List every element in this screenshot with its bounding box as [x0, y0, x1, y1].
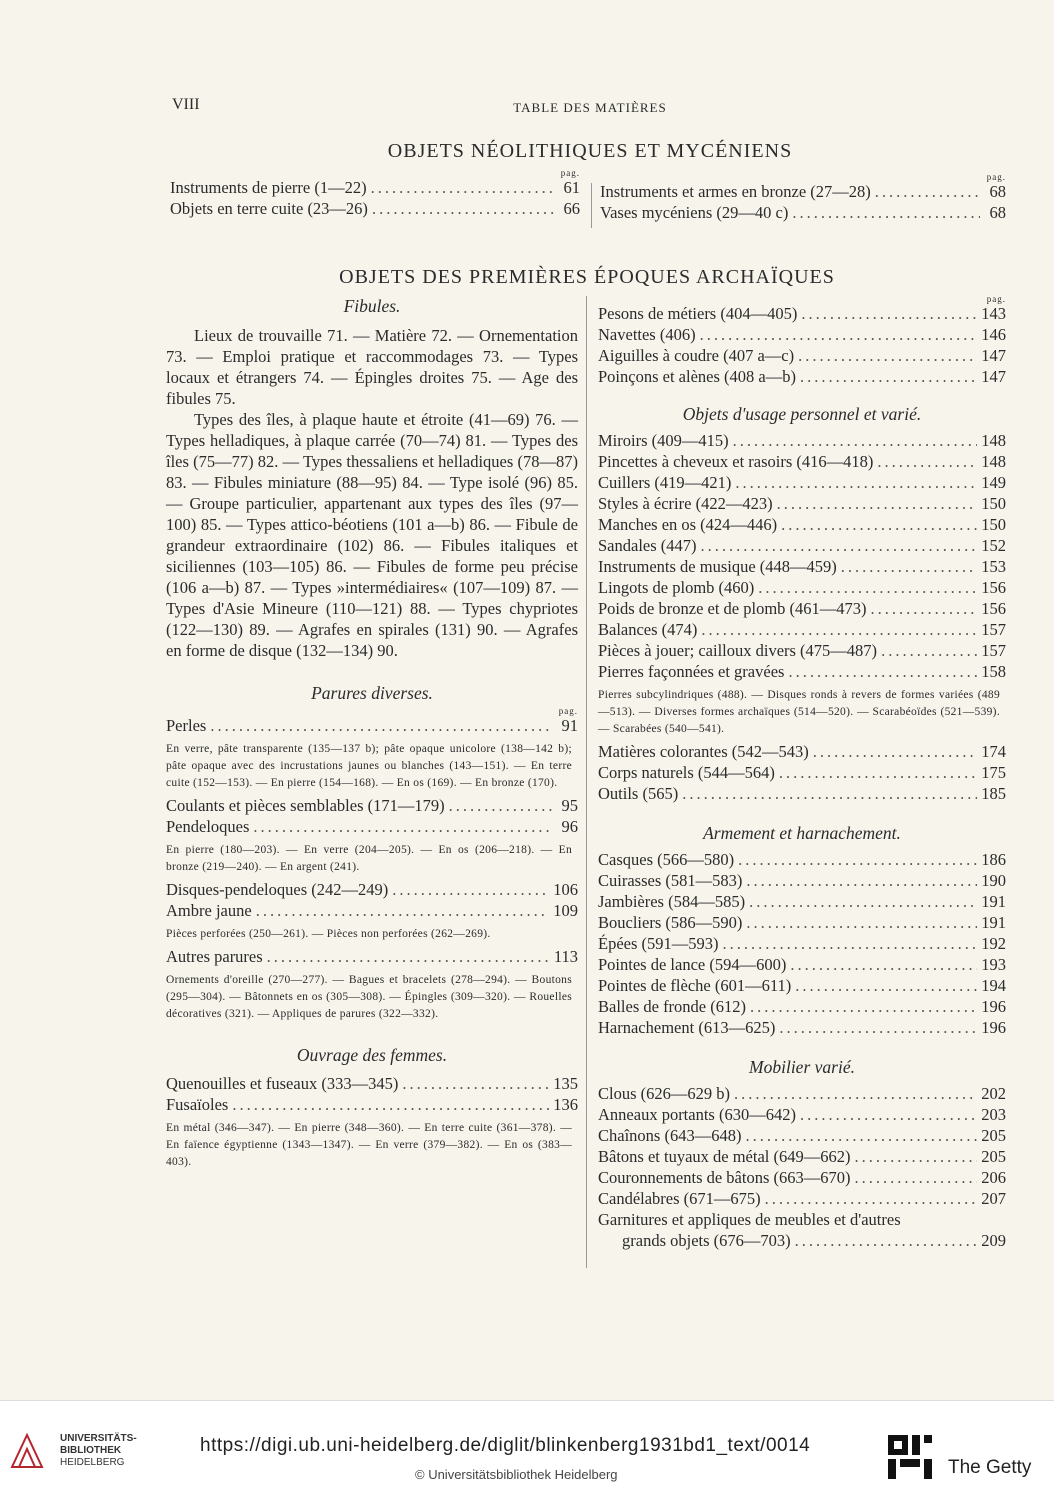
library-logo-icon — [10, 1431, 44, 1471]
toc-entry[interactable]: Pesons de métiers (404—405) ..... 143 — [598, 304, 1006, 325]
toc-entry[interactable]: Perles ..... 91 — [166, 716, 578, 737]
section-title-neolithic: OBJETS NÉOLITHIQUES ET MYCÉNIENS — [387, 140, 793, 162]
section-title-archaic: OBJETS DES PREMIÈRES ÉPOQUES ARCHAÏQUES — [339, 266, 835, 288]
toc-entry-continued[interactable]: Garnitures et appliques de meubles et d'autres — [598, 1210, 901, 1229]
heading-mobilier: Mobilier varié. — [749, 1057, 855, 1077]
archaic-left-column — [166, 296, 578, 1175]
pag-label: pag. — [560, 168, 580, 178]
toc-entry[interactable]: Poinçons et alènes (408 a—b) ..... 147 — [598, 367, 1006, 388]
toc-entry[interactable]: Pierres façonnées et gravées ..... 158 — [598, 662, 1006, 683]
toc-entry[interactable]: Manches en os (424—446) ..... 150 — [598, 515, 1006, 536]
toc-entry[interactable]: Aiguilles à coudre (407 a—c) ..... 147 — [598, 346, 1006, 367]
archaic-right-column — [598, 294, 1006, 1252]
viewer-footer — [0, 1400, 1054, 1495]
toc-subentry: Ornements d'oreille (270—277). — Bagues et bracelets (278—294). — Boutons (295—304). — Bâtonnets en os (305—308). — Épingles (309—320). — Rouelles décoratives (321). — Appliques de parures (322—332). — [166, 974, 572, 1020]
toc-entry[interactable]: Vases mycéniens (29—40 c) ..... 68 — [600, 203, 1006, 224]
toc-entry[interactable]: Styles à écrire (422—423) ..... 150 — [598, 494, 1006, 515]
toc-entry[interactable]: Boucliers (586—590) ..... 191 — [598, 913, 1006, 934]
toc-subentry: Pierres subcylindriques (488). — Disques ronds à revers de formes variées (489—513). — Diverses formes archaïques (514—520). — Scarabéoïdes (521—539). — Scarabées (540—541). — [598, 689, 1000, 735]
toc-entry[interactable]: Jambières (584—585) ..... 191 — [598, 892, 1006, 913]
toc-entry[interactable]: Quenouilles et fuseaux (333—345) ..... 135 — [166, 1074, 578, 1095]
toc-entry[interactable]: Fusaïoles ..... 136 — [166, 1095, 578, 1116]
toc-entry[interactable]: grands objets (676—703) ..... 209 — [598, 1231, 1006, 1252]
library-name: UNIVERSITÄTS- BIBLIOTHEK HEIDELBERG — [60, 1433, 137, 1468]
toc-entry[interactable]: Pointes de flèche (601—611) ..... 194 — [598, 976, 1006, 997]
toc-entry[interactable]: Poids de bronze et de plomb (461—473) ..... 156 — [598, 599, 1006, 620]
toc-entry[interactable]: Pincettes à cheveux et rasoirs (416—418) ..... 148 — [598, 452, 1006, 473]
toc-entry[interactable]: Bâtons et tuyaux de métal (649—662) ..... 205 — [598, 1147, 1006, 1168]
column-divider — [586, 296, 587, 1268]
toc-entry[interactable]: Ambre jaune ..... 109 — [166, 901, 578, 922]
toc-entry[interactable]: Corps naturels (544—564) ..... 175 — [598, 763, 1006, 784]
toc-entry[interactable]: Objets en terre cuite (23—26) ..... 66 — [170, 199, 580, 220]
toc-entry[interactable]: Cuillers (419—421) ..... 149 — [598, 473, 1006, 494]
toc-entry[interactable]: Disques-pendeloques (242—249) ..... 106 — [166, 880, 578, 901]
toc-entry[interactable]: Instruments et armes en bronze (27—28) ..... 68 — [600, 182, 1006, 203]
toc-entry[interactable]: Chaînons (643—648) ..... 205 — [598, 1126, 1006, 1147]
fibules-paragraph-1: Lieux de trouvaille 71. — Matière 72. — Ornementation 73. — Emploi pratique et raccommodages 73. — Types locaux et étrangers 74. — Épingles droites 75. — Age des fibules 75. — [166, 326, 578, 408]
toc-entry[interactable]: Miroirs (409—415) ..... 148 — [598, 431, 1006, 452]
pag-label: pag. — [986, 294, 1006, 304]
heading-ouvrage: Ouvrage des femmes. — [296, 1045, 448, 1065]
pag-label: pag. — [986, 172, 1006, 182]
heading-fibules: Fibules. — [343, 296, 401, 316]
heading-armement: Armement et harnachement. — [703, 823, 901, 843]
toc-entry[interactable]: Clous (626—629 b) ..... 202 — [598, 1084, 1006, 1105]
toc-entry[interactable]: Instruments de musique (448—459) ..... 153 — [598, 557, 1006, 578]
heading-usage: Objets d'usage personnel et varié. — [682, 404, 922, 424]
toc-entry[interactable]: Coulants et pièces semblables (171—179) ..... 95 — [166, 796, 578, 817]
column-divider — [591, 183, 592, 228]
copyright-notice: © Universitätsbibliothek Heidelberg — [415, 1467, 618, 1482]
toc-entry[interactable]: Candélabres (671—675) ..... 207 — [598, 1189, 1006, 1210]
toc-subentry: Pièces perforées (250—261). — Pièces non perforées (262—269). — [166, 928, 491, 940]
fibules-paragraph-2: Types des îles, à plaque haute et étroite (41—69) 76. — Types helladiques, à plaque carrée (70—74) 81. — Types des îles (75—77) 82. — Types thessaliens et helladiques (78—87) 83. — Fibules miniature (88—95) 84. — Type isolé (96) 85. — Groupe particulier, appartenant aux types des îles (97—100) 85. — Types attico-béotiens (101 a—b) 86. — Fibule de grandeur extraordinaire (102) 86. — Fibules italiques et siciliennes (103—105) 86. — Fibules de forme peu précise (106 a—b) 87. — Types »intermédiaires« (107—109) 87. — Types d'Asie Mineure (110—121) 88. — Types chypriotes (122—130) 89. — Agrafes en spirales (131) 90. — Agrafes en forme de disque (132—134) 90. — [166, 410, 578, 660]
toc-subentry: En métal (346—347). — En pierre (348—360). — En terre cuite (361—378). — En faïence égyptienne (1343—1347). — En verre (379—382). — En os (383—403). — [166, 1122, 572, 1168]
toc-entry[interactable]: Balances (474) ..... 157 — [598, 620, 1006, 641]
toc-entry[interactable]: Cuirasses (581—583) ..... 190 — [598, 871, 1006, 892]
toc-entry[interactable]: Balles de fronde (612) ..... 196 — [598, 997, 1006, 1018]
toc-entry[interactable]: Autres parures ..... 113 — [166, 947, 578, 968]
getty-logo-icon — [886, 1433, 934, 1481]
toc-entry[interactable]: Outils (565) ..... 185 — [598, 784, 1006, 805]
neolithic-right-column — [600, 172, 1006, 224]
pag-label: pag. — [558, 706, 578, 716]
getty-name: The Getty — [948, 1457, 1032, 1478]
toc-entry[interactable]: Épées (591—593) ..... 192 — [598, 934, 1006, 955]
toc-entry[interactable]: Sandales (447) ..... 152 — [598, 536, 1006, 557]
toc-entry[interactable]: Pièces à jouer; cailloux divers (475—487) ..... 157 — [598, 641, 1006, 662]
heading-parures: Parures diverses. — [311, 683, 433, 703]
toc-entry[interactable]: Couronnements de bâtons (663—670) ..... 206 — [598, 1168, 1006, 1189]
page-number: VIII — [172, 96, 200, 113]
toc-entry[interactable]: Anneaux portants (630—642) ..... 203 — [598, 1105, 1006, 1126]
toc-entry[interactable]: Pointes de lance (594—600) ..... 193 — [598, 955, 1006, 976]
toc-subentry: En pierre (180—203). — En verre (204—205). — En os (206—218). — En bronze (219—240). — En argent (241). — [166, 844, 572, 873]
neolithic-left-column — [170, 168, 580, 220]
toc-entry[interactable]: Matières colorantes (542—543) ..... 174 — [598, 742, 1006, 763]
toc-entry[interactable]: Lingots de plomb (460) ..... 156 — [598, 578, 1006, 599]
running-title: TABLE DES MATIÈRES — [513, 100, 667, 115]
toc-entry[interactable]: Casques (566—580) ..... 186 — [598, 850, 1006, 871]
toc-entry[interactable]: Pendeloques ..... 96 — [166, 817, 578, 838]
permalink-url[interactable]: https://digi.ub.uni-heidelberg.de/diglit/blinkenberg1931bd1_text/0014 — [200, 1435, 811, 1456]
toc-entry[interactable]: Navettes (406) ..... 146 — [598, 325, 1006, 346]
toc-subentry: En verre, pâte transparente (135—137 b); pâte opaque unicolore (138—142 b); pâte opaque avec des incrustations jaunes ou blanches (143—151). — En terre cuite (152—153). — En pierre (154—168). — En os (169). — En bronze (170). — [166, 743, 572, 789]
toc-entry[interactable]: Instruments de pierre (1—22) ..... 61 — [170, 178, 580, 199]
toc-entry[interactable]: Harnachement (613—625) ..... 196 — [598, 1018, 1006, 1039]
